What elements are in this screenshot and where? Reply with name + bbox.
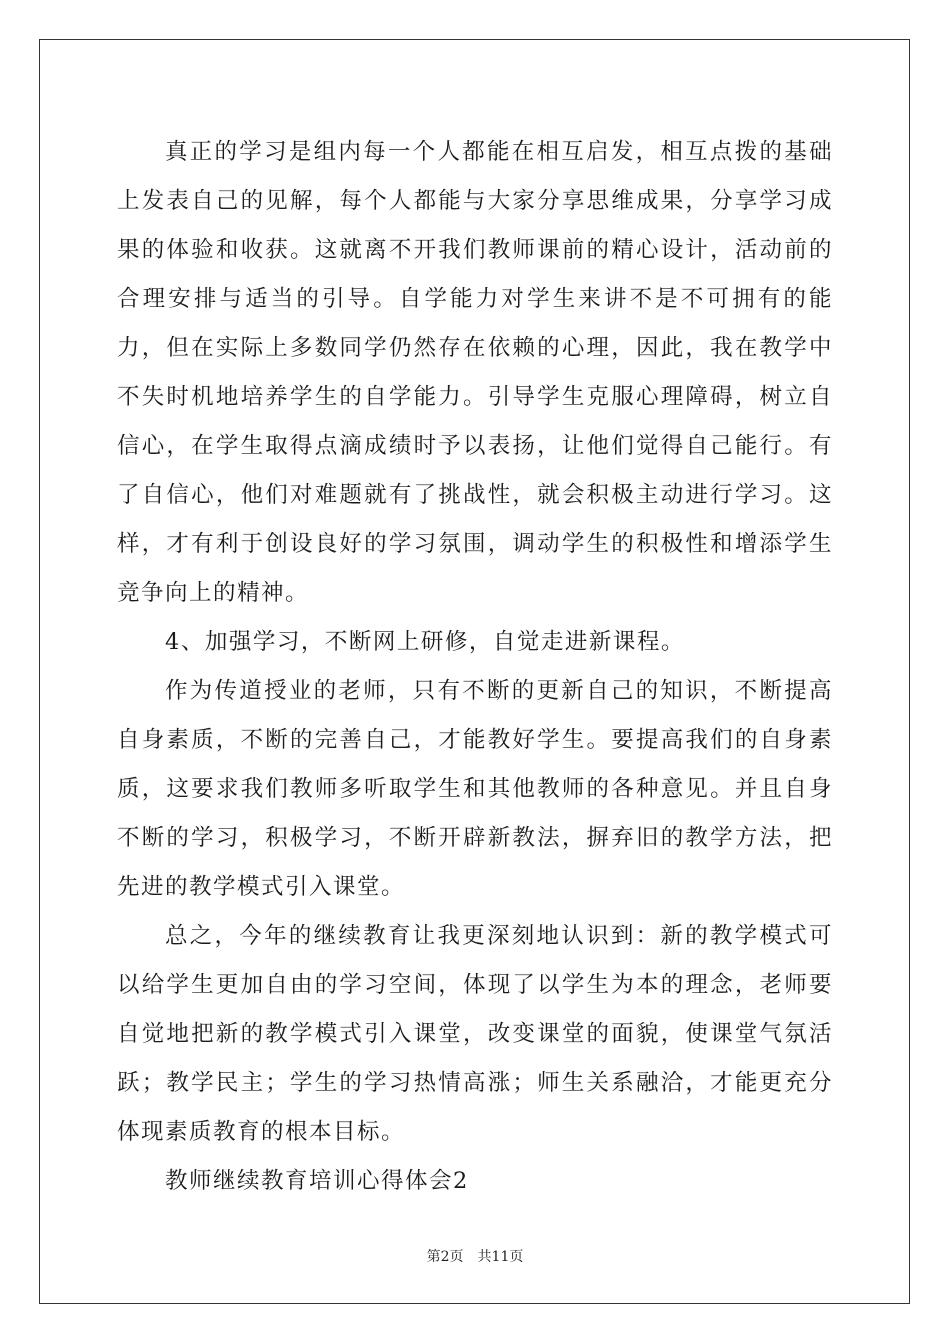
paragraph-3: 作为传道授业的老师，只有不断的更新自己的知识，不断提高自身素质，不断的完善自己，才能教好学生。要提高我们的自身素质，这要求我们教师多听取学生和其他教师的各种意见。并且自身不断的学习，积极学习，不断开辟新教法，摒弃旧的教学方法，把先进的教学模式引入课堂。 (117, 678, 833, 900)
page-number: 第2页 (426, 1249, 464, 1265)
paragraph-4: 总之，今年的继续教育让我更深刻地认识到：新的教学模式可以给学生更加自由的学习空间，体现了以学生为本的理念，老师要自觉地把新的教学模式引入课堂，改变课堂的面貌，使课堂气氛活跃；教学民主；学生的学习热情高涨；师生关系融洽，才能更充分体现素质教育的根本目标。 (117, 923, 833, 1145)
paragraph-2: 4、加强学习，不断网上研修，自觉走进新课程。 (165, 629, 685, 655)
document-body (117, 128, 833, 1206)
page-footer (0, 1247, 950, 1267)
section-heading: 教师继续教育培训心得体会2 (165, 1168, 469, 1194)
page-total: 共11页 (477, 1249, 524, 1265)
paragraph-1: 真正的学习是组内每一个人都能在相互启发，相互点拨的基础上发表自己的见解，每个人都能与大家分享思维成果，分享学习成果的体验和收获。这就离不开我们教师课前的精心设计，活动前的合理安排与适当的引导。自学能力对学生来讲不是不可拥有的能力，但在实际上多数同学仍然存在依赖的心理，因此，我在教学中不失时机地培养学生的自学能力。引导学生克服心理障碍，树立自信心，在学生取得点滴成绩时予以表扬，让他们觉得自己能行。有了自信心，他们对难题就有了挑战性，就会积极主动进行学习。这样，才有利于创设良好的学习氛围，调动学生的积极性和增添学生竞争向上的精神。 (117, 139, 833, 606)
